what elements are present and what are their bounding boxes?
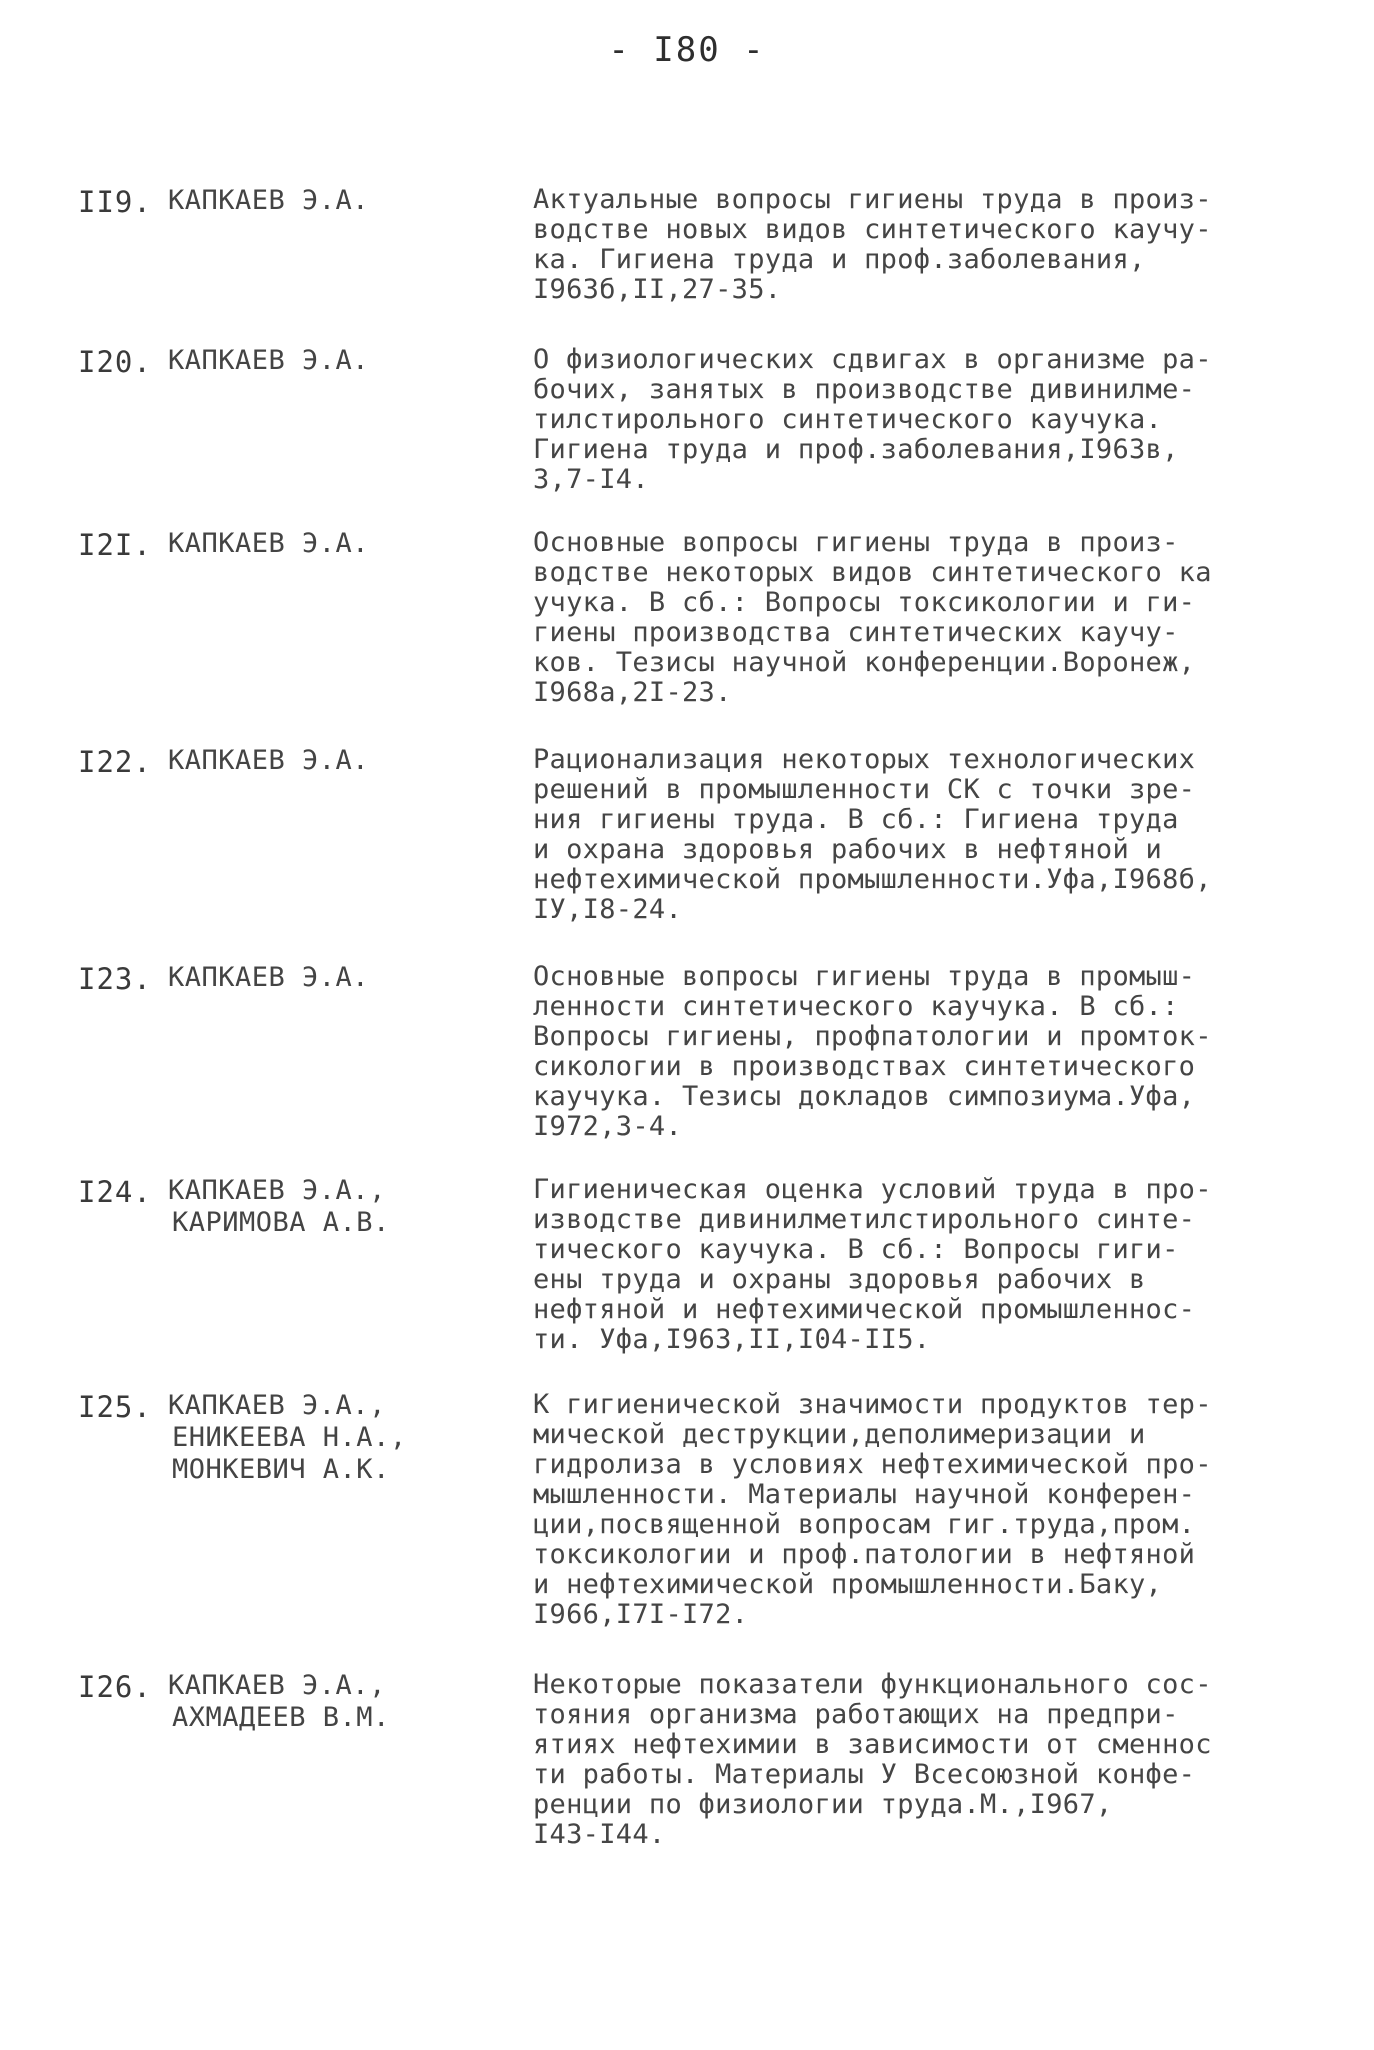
entry-authors: [168, 345, 369, 377]
citation-line: I972,3-4.: [533, 1111, 682, 1142]
citation-line: и охрана здоровья рабочих в нефтяной и: [533, 834, 1163, 865]
citation-line: и нефтехимической промышленности.Баку,: [533, 1569, 1163, 1600]
entry-citation: [533, 962, 1313, 1142]
entry-number: I25.: [78, 1390, 152, 1424]
citation-line: мической деструкции,деполимеризации и: [533, 1419, 1146, 1450]
citation-line: ка. Гигиена труда и проф.заболевания,: [533, 244, 1146, 275]
entry-number: I23.: [78, 962, 152, 996]
citation-line: Основные вопросы гигиены труда в промыш-: [533, 961, 1196, 992]
citation-line: К гигиенической значимости продуктов тер-: [533, 1389, 1212, 1420]
entry-authors: [168, 1175, 390, 1239]
citation-line: I966,I7I-I72.: [533, 1599, 749, 1630]
author-name: АХМАДЕЕВ В.М.: [172, 1702, 390, 1733]
citation-line: ния гигиены труда. В сб.: Гигиена труда: [533, 804, 1179, 835]
page-number: - I80 -: [608, 30, 766, 70]
citation-line: каучука. Тезисы докладов симпозиума.Уфа,: [533, 1081, 1196, 1112]
citation-line: ции,посвященной вопросам гиг.труда,пром.: [533, 1509, 1196, 1540]
citation-line: сикологии в производствах синтетического: [533, 1051, 1196, 1082]
author-name: КАПКАЕВ Э.А.,: [168, 1670, 386, 1701]
entry-citation: [533, 345, 1313, 495]
entry-authors: [168, 962, 369, 994]
citation-line: ятиях нефтехимии в зависимости от сменнос: [533, 1729, 1212, 1760]
entry-number: I24.: [78, 1175, 152, 1209]
citation-line: ленности синтетического каучука. В сб.:: [533, 991, 1179, 1022]
citation-line: решений в промышленности СК с точки зре-: [533, 774, 1196, 805]
author-name: КАПКАЕВ Э.А.,: [168, 1390, 386, 1421]
author-name: КАПКАЕВ Э.А.: [168, 185, 370, 216]
entry-number: II9.: [78, 185, 152, 219]
entry-number: I20.: [78, 345, 152, 379]
citation-line: О физиологических сдвигах в организме ра-: [533, 344, 1212, 375]
author-name: МОНКЕВИЧ А.К.: [172, 1454, 390, 1485]
citation-line: тилстирольного синтетического каучука.: [533, 404, 1163, 435]
citation-line: Гигиеническая оценка условий труда в про-: [533, 1174, 1212, 1205]
citation-line: токсикологии и проф.патологии в нефтяной: [533, 1539, 1196, 1570]
citation-line: Гигиена труда и проф.заболевания,I963в,: [533, 434, 1179, 465]
author-name: КАПКАЕВ Э.А.: [168, 745, 370, 776]
entry-authors: [168, 1670, 390, 1734]
citation-line: тического каучука. В сб.: Вопросы гиги-: [533, 1234, 1179, 1265]
citation-line: бочих, занятых в производстве дивинилме-: [533, 374, 1196, 405]
citation-line: нефтяной и нефтехимической промышленнос-: [533, 1294, 1196, 1325]
entry-citation: [533, 185, 1313, 305]
citation-line: нефтехимической промышленности.Уфа,I968б,: [533, 864, 1212, 895]
citation-line: тояния организма работающих на предпри-: [533, 1699, 1179, 1730]
citation-line: Актуальные вопросы гигиены труда в произ-: [533, 184, 1212, 215]
author-name: ЕНИКЕЕВА Н.А.,: [172, 1422, 407, 1453]
citation-line: 3,7-I4.: [533, 464, 649, 495]
author-name: КАПКАЕВ Э.А.: [168, 962, 370, 993]
citation-line: I968а,2I-23.: [533, 677, 732, 708]
citation-line: ены труда и охраны здоровья рабочих в: [533, 1264, 1146, 1295]
author-name: КАРИМОВА А.В.: [172, 1207, 390, 1238]
citation-line: ков. Тезисы научной конференции.Воронеж,: [533, 647, 1196, 678]
entry-authors: [168, 745, 369, 777]
citation-line: учука. В сб.: Вопросы токсикологии и ги-: [533, 587, 1196, 618]
citation-line: Рационализация некоторых технологических: [533, 744, 1196, 775]
citation-line: Некоторые показатели функционального сос-: [533, 1669, 1212, 1700]
author-name: КАПКАЕВ Э.А.: [168, 528, 370, 559]
entry-authors: [168, 528, 369, 560]
entry-citation: [533, 745, 1313, 925]
entry-citation: [533, 528, 1313, 708]
entry-number: I22.: [78, 745, 152, 779]
citation-line: I43-I44.: [533, 1819, 666, 1850]
citation-line: ренции по физиологии труда.М.,I967,: [533, 1789, 1113, 1820]
entry-number: I2I.: [78, 528, 152, 562]
entry-citation: [533, 1175, 1313, 1355]
entry-authors: [168, 1390, 407, 1486]
citation-line: ти работы. Материалы У Всесоюзной конфе-: [533, 1759, 1196, 1790]
citation-line: мышленности. Материалы научной конферен-: [533, 1479, 1196, 1510]
entry-authors: [168, 185, 369, 217]
citation-line: изводстве дивинилметилстирольного синте-: [533, 1204, 1196, 1235]
citation-line: водстве некоторых видов синтетического ка: [533, 557, 1212, 588]
entry-citation: [533, 1670, 1313, 1850]
entry-number: I26.: [78, 1670, 152, 1704]
citation-line: IУ,I8-24.: [533, 894, 682, 925]
citation-line: гидролиза в условиях нефтехимической про-: [533, 1449, 1212, 1480]
citation-line: гиены производства синтетических каучу-: [533, 617, 1179, 648]
citation-line: Вопросы гигиены, профпатологии и промток-: [533, 1021, 1212, 1052]
citation-line: водстве новых видов синтетического каучу-: [533, 214, 1212, 245]
citation-line: ти. Уфа,I963,II,I04-II5.: [533, 1324, 931, 1355]
author-name: КАПКАЕВ Э.А.: [168, 345, 370, 376]
citation-line: I963б,II,27-35.: [533, 274, 782, 305]
citation-line: Основные вопросы гигиены труда в произ-: [533, 527, 1179, 558]
author-name: КАПКАЕВ Э.А.,: [168, 1175, 386, 1206]
entry-citation: [533, 1390, 1313, 1630]
